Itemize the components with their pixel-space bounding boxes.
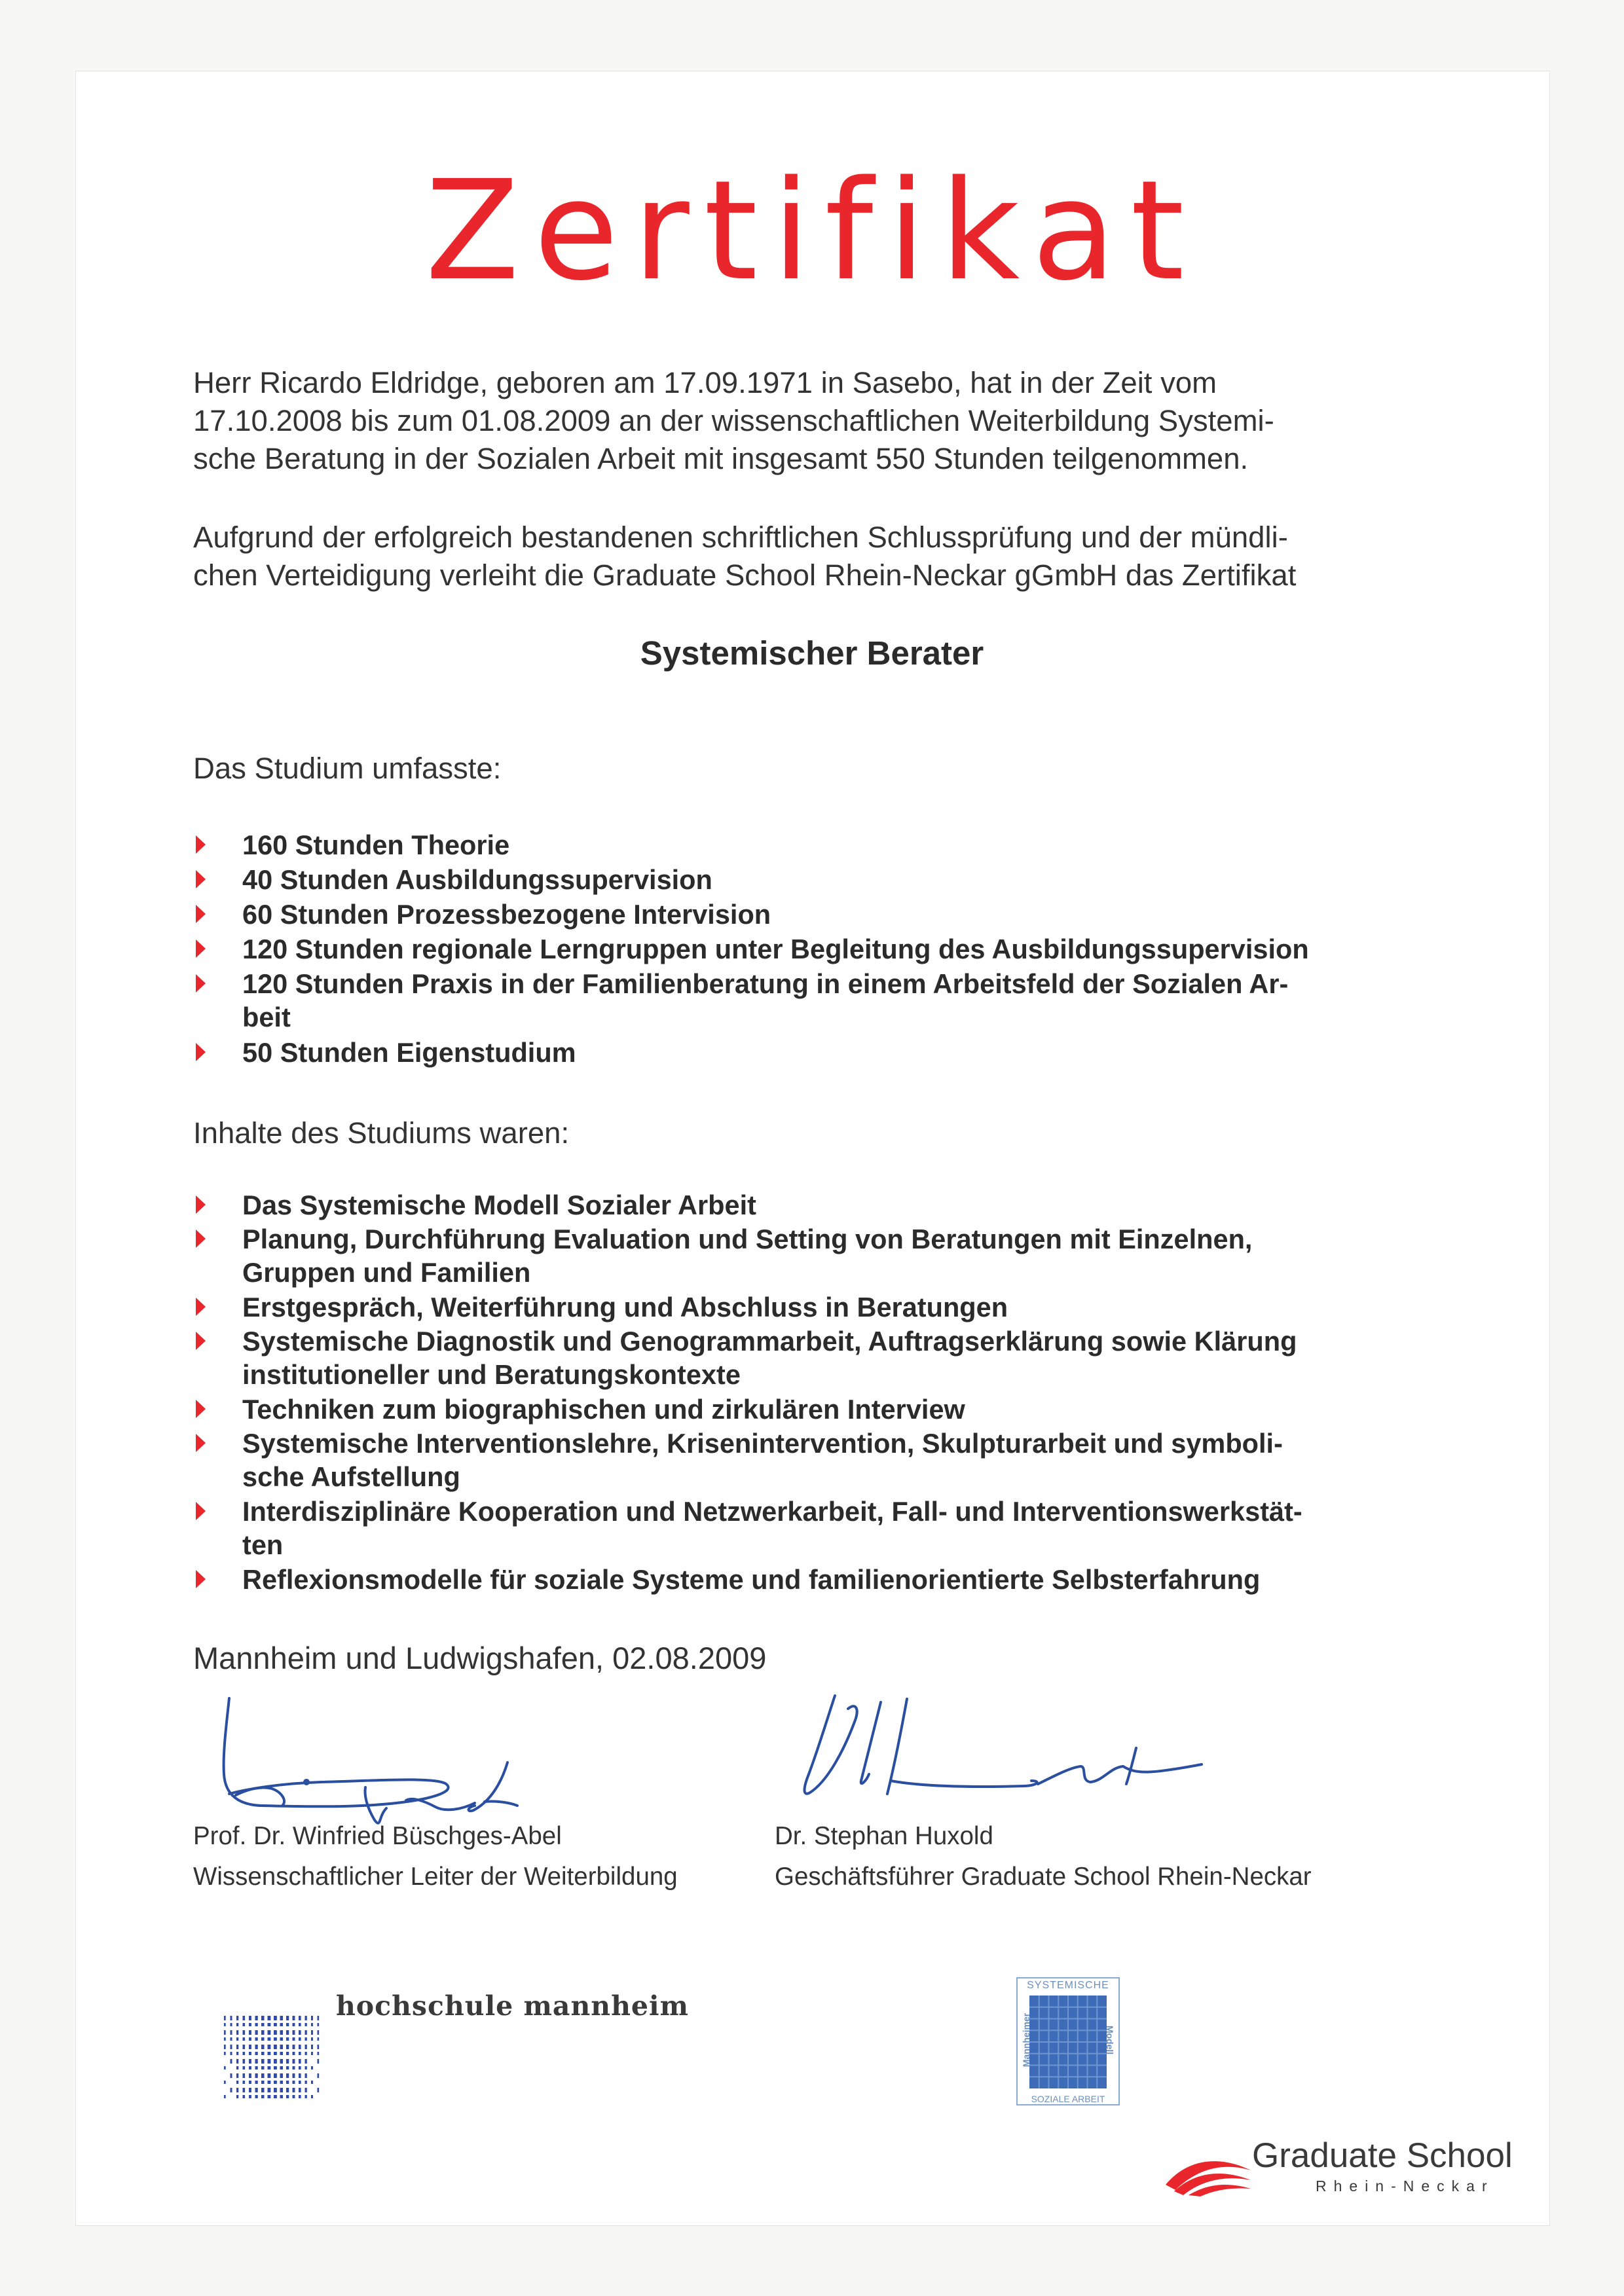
list-item-line: sche Aufstellung — [242, 1461, 460, 1492]
degree-title: Systemischer Berater — [640, 634, 984, 672]
list-item-text — [242, 1563, 1434, 1596]
triangle-bullet-icon — [196, 1434, 206, 1452]
signatory-left-role: Wissenschaftlicher Leiter der Weiterbildung — [193, 1863, 678, 1891]
triangle-bullet-icon — [196, 905, 206, 923]
list-item-line: Gruppen und Familien — [242, 1257, 531, 1288]
list-item-text — [242, 1188, 1434, 1222]
award-line: Aufgrund der erfolgreich bestandenen schriftlichen Schlussprüfung und der mündli- — [193, 520, 1288, 554]
seal-bottom-text: SOZIALE ARBEIT — [1031, 2094, 1105, 2104]
content-label: Inhalte des Studiums waren: — [193, 1116, 570, 1150]
intro-line: Herr Ricardo Eldridge, geboren am 17.09.1971 in Sasebo, hat in der Zeit vom — [193, 366, 1217, 399]
signature-right — [783, 1683, 1215, 1813]
list-item-text — [242, 967, 1434, 1034]
intro-line: 17.10.2008 bis zum 01.08.2009 an der wissenschaftlichen Weiterbildung Systemi- — [193, 404, 1274, 437]
list-item-text — [242, 863, 1434, 896]
hochschule-mannheim-logo-text: hochschule mannheim — [336, 1990, 689, 2022]
signature-left — [210, 1690, 576, 1834]
triangle-bullet-icon — [196, 1502, 206, 1520]
hochschule-mannheim-logo-icon — [221, 2013, 326, 2105]
seal-left-text: Mannheimer — [1021, 2013, 1031, 2068]
list-item-line: Techniken zum biographischen und zirkulären Interview — [242, 1394, 965, 1425]
graduate-school-logo-text: Graduate School — [1252, 2136, 1513, 2175]
award-paragraph — [193, 519, 1408, 594]
triangle-bullet-icon — [196, 870, 206, 888]
list-item-text — [242, 898, 1434, 931]
list-item-line: Erstgespräch, Weiterführung und Abschluss in Beratungen — [242, 1292, 1008, 1322]
list-item-text — [242, 1427, 1434, 1493]
triangle-bullet-icon — [196, 1298, 206, 1316]
graduate-school-logo-subtext: Rhein-Neckar — [1316, 2178, 1494, 2195]
signatory-right-role: Geschäftsführer Graduate School Rhein-Neckar — [775, 1863, 1312, 1891]
list-item-line: Interdisziplinäre Kooperation und Netzwerkarbeit, Fall- und Interventionswerkstät- — [242, 1496, 1302, 1527]
list-item-line: institutioneller und Beratungskontexte — [242, 1359, 741, 1390]
study-label: Das Studium umfasste: — [193, 752, 502, 785]
triangle-bullet-icon — [196, 1043, 206, 1061]
list-item-line: Planung, Durchführung Evaluation und Setting von Beratungen mit Einzelnen, — [242, 1224, 1253, 1254]
triangle-bullet-icon — [196, 1400, 206, 1418]
triangle-bullet-icon — [196, 939, 206, 958]
list-item-line: Systemische Interventionslehre, Krisenintervention, Skulpturarbeit und symboli- — [242, 1428, 1283, 1459]
list-item-text — [242, 1324, 1434, 1391]
graduate-school-swoosh-icon — [1162, 2144, 1254, 2196]
signatory-left-name: Prof. Dr. Winfried Büschges-Abel — [193, 1822, 562, 1850]
list-item-line: ten — [242, 1529, 284, 1560]
list-item-line: 160 Stunden Theorie — [242, 829, 510, 860]
seal-top-text: SYSTEMISCHE — [1027, 1980, 1109, 1991]
list-item-line: 40 Stunden Ausbildungssupervision — [242, 864, 712, 895]
list-item-text — [242, 1495, 1434, 1561]
list-item-text — [242, 828, 1434, 862]
signatory-right-name: Dr. Stephan Huxold — [775, 1822, 993, 1850]
intro-paragraph — [193, 364, 1408, 478]
list-item-text — [242, 1290, 1434, 1324]
list-item-line: beit — [242, 1002, 291, 1032]
triangle-bullet-icon — [196, 1230, 206, 1248]
list-item-text — [242, 1393, 1434, 1426]
triangle-bullet-icon — [196, 1570, 206, 1588]
list-item-line: 50 Stunden Eigenstudium — [242, 1037, 576, 1068]
list-item-text — [242, 1222, 1434, 1289]
list-item-line: 120 Stunden Praxis in der Familienberatung in einem Arbeitsfeld der Sozialen Ar- — [242, 968, 1289, 999]
list-item-line: Reflexionsmodelle für soziale Systeme und familienorientierte Selbsterfahrung — [242, 1564, 1261, 1595]
list-item-text — [242, 1036, 1434, 1069]
place-date: Mannheim und Ludwigshafen, 02.08.2009 — [193, 1641, 767, 1675]
list-item-line: Systemische Diagnostik und Genogrammarbeit, Auftragserklärung sowie Klärung — [242, 1326, 1297, 1357]
triangle-bullet-icon — [196, 1332, 206, 1350]
triangle-bullet-icon — [196, 835, 206, 854]
triangle-bullet-icon — [196, 1195, 206, 1214]
list-item-text — [242, 932, 1434, 966]
seal-right-text: Modell — [1105, 2025, 1115, 2055]
certificate-title: Zertifikat — [425, 151, 1199, 311]
list-item-line: 60 Stunden Prozessbezogene Intervision — [242, 899, 771, 930]
intro-line: sche Beratung in der Sozialen Arbeit mit insgesamt 550 Stunden teilgenommen. — [193, 442, 1249, 475]
list-item-line: Das Systemische Modell Sozialer Arbeit — [242, 1190, 756, 1220]
triangle-bullet-icon — [196, 974, 206, 993]
award-line: chen Verteidigung verleiht die Graduate School Rhein-Neckar gGmbH das Zertifikat — [193, 558, 1297, 592]
list-item-line: 120 Stunden regionale Lerngruppen unter Begleitung des Ausbildungssupervision — [242, 934, 1309, 964]
